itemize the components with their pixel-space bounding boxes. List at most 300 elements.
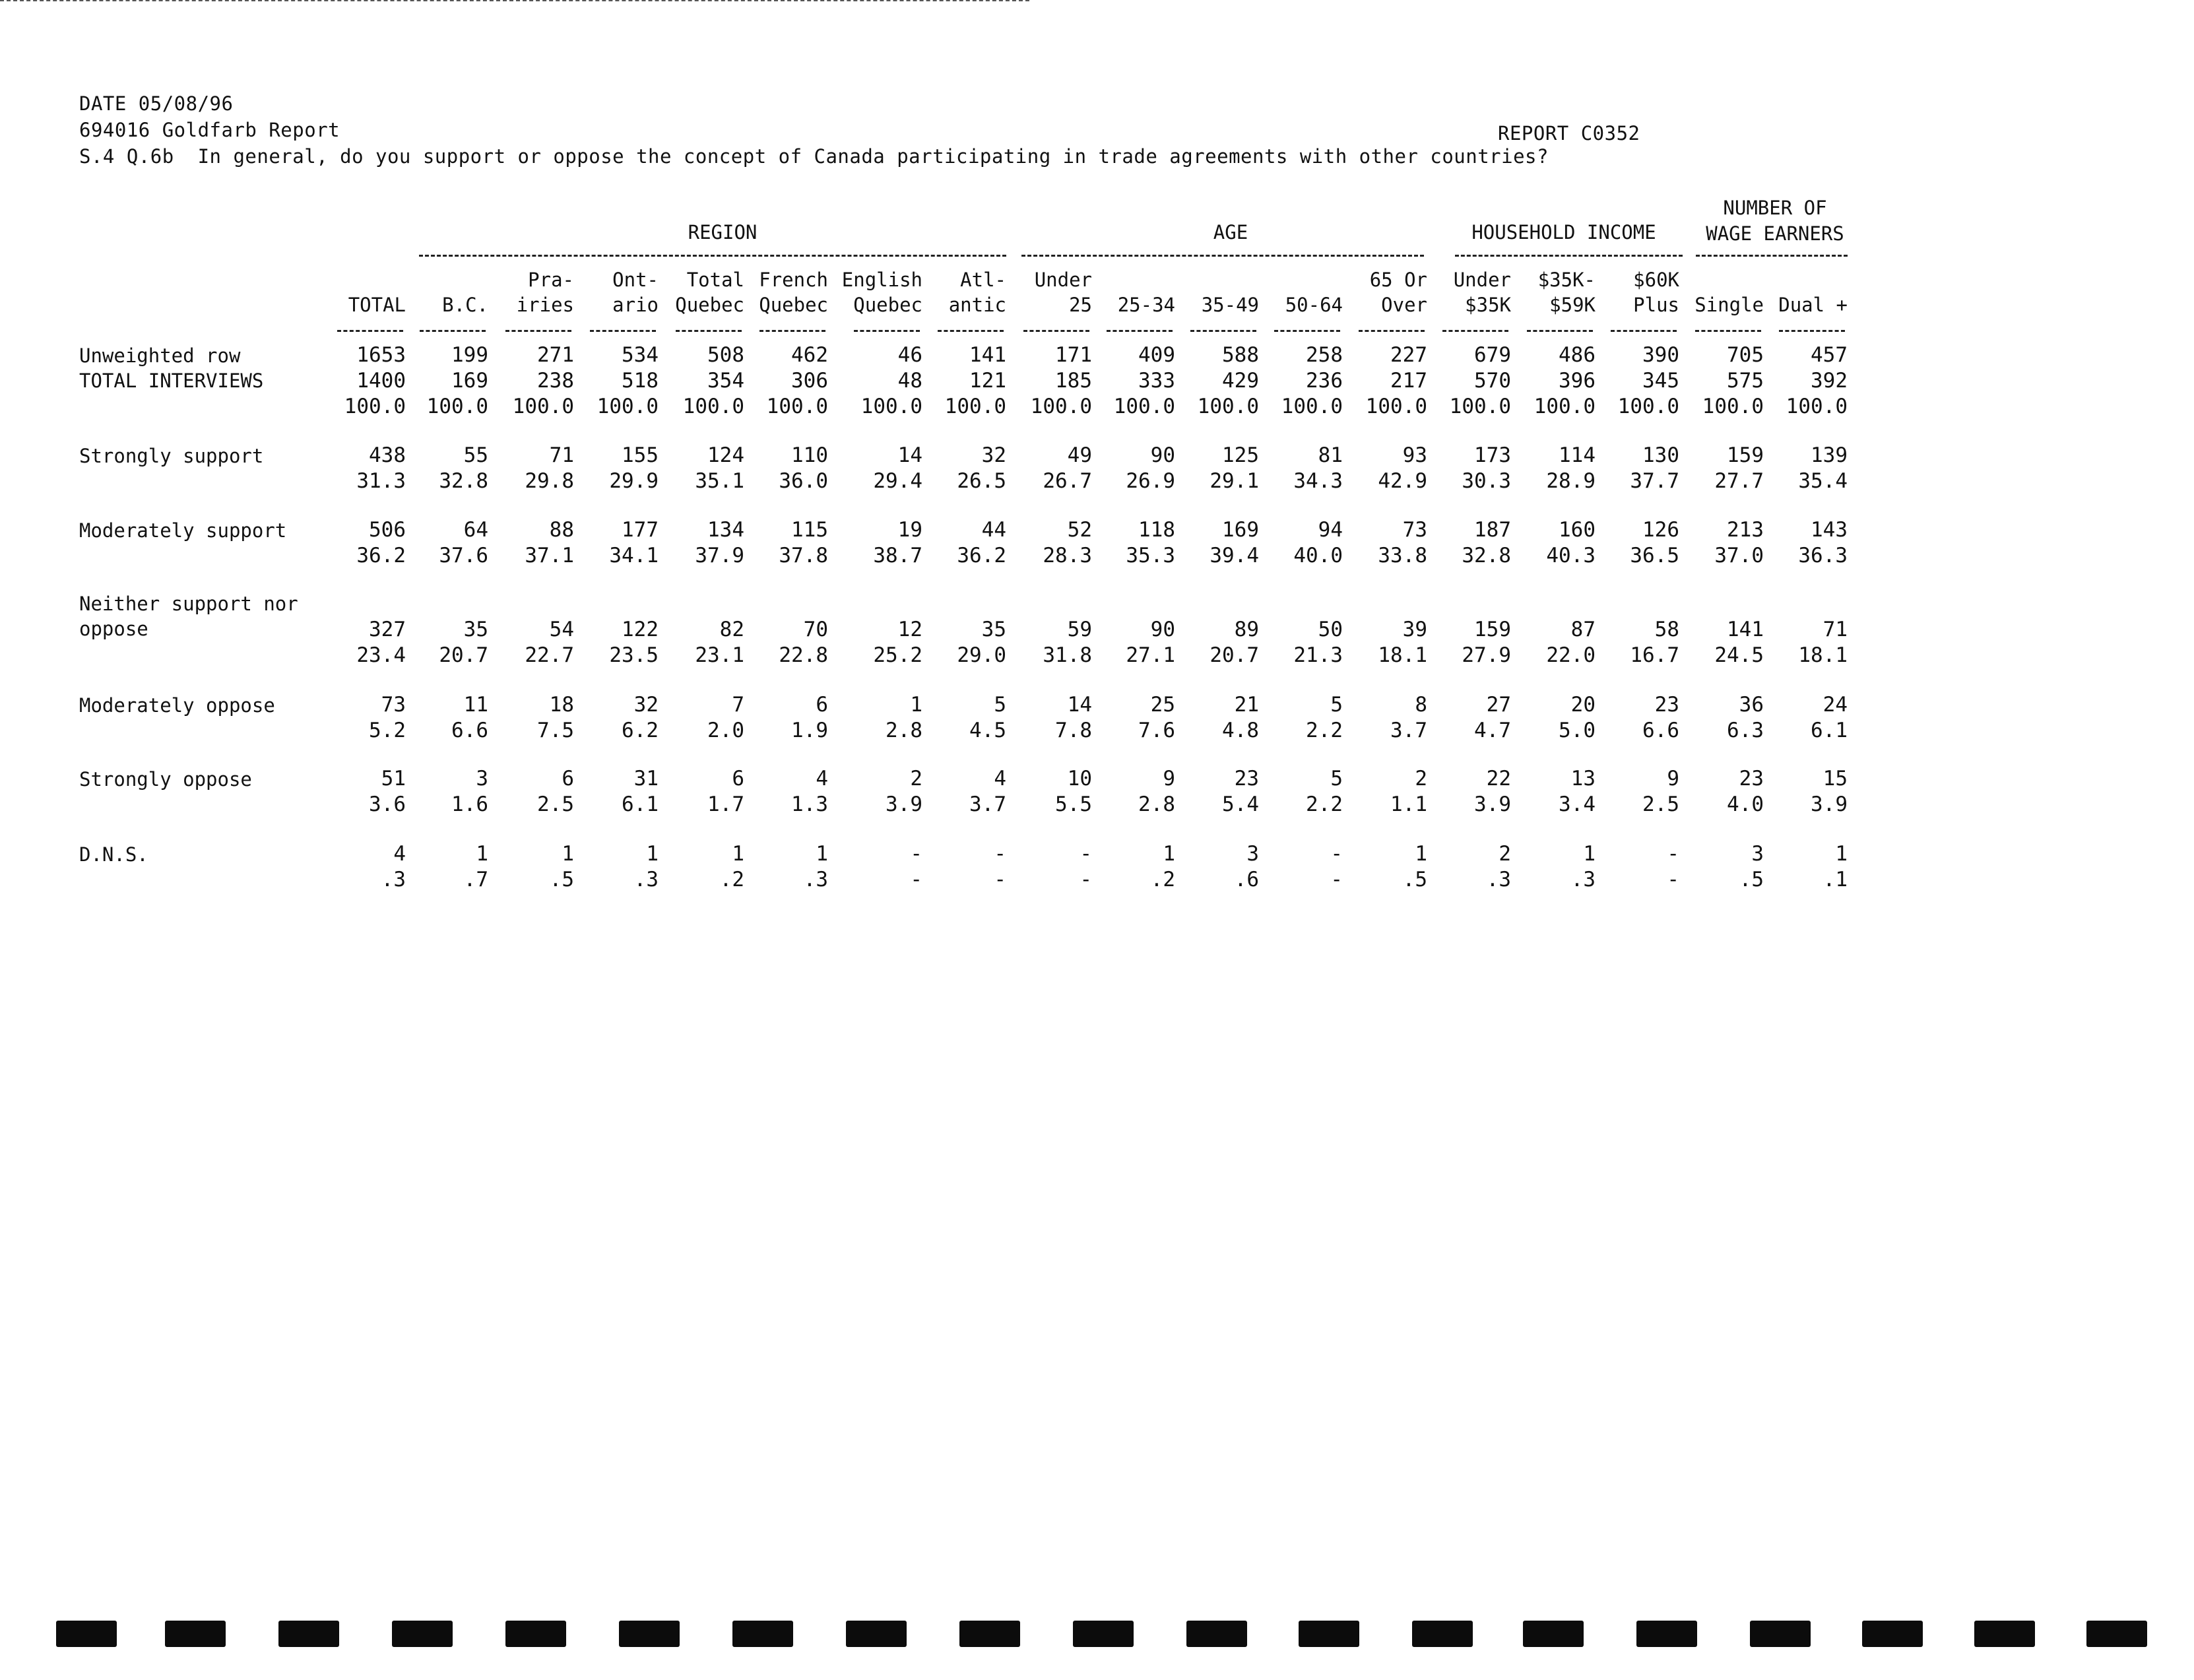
table-cell: - (1667, 868, 1679, 891)
group-wage-earners-line1: NUMBER OF (1723, 197, 1827, 219)
table-cell: 35 (981, 618, 1006, 641)
table-cell: 100.0 (344, 395, 406, 418)
table-cell: 327 (369, 618, 406, 641)
table-cell: 23 (1739, 767, 1764, 791)
table-cell: 16.7 (1630, 643, 1679, 667)
age-underline (1021, 255, 1424, 257)
table-cell: 81 (1318, 443, 1343, 467)
table-cell: 345 (1642, 369, 1679, 393)
table-cell: 48 (897, 369, 922, 393)
row-label: Strongly support (79, 445, 264, 467)
table-cell: 37.8 (779, 544, 828, 567)
table-cell: 4 (994, 767, 1006, 791)
table-cell: 26.9 (1126, 469, 1175, 493)
table-cell: 94 (1318, 518, 1343, 542)
table-cell: 9 (1163, 767, 1175, 791)
table-cell: 177 (622, 518, 659, 542)
table-cell: 5.5 (1055, 792, 1092, 816)
table-cell: 1.9 (791, 719, 828, 742)
table-cell: - (994, 868, 1006, 891)
column-underline (505, 330, 571, 332)
table-cell: 3.9 (1474, 792, 1511, 816)
table-cell: 51 (381, 767, 406, 791)
table-cell: 199 (451, 343, 488, 367)
table-cell: 40.0 (1293, 544, 1343, 567)
table-cell: 3.7 (969, 792, 1006, 816)
table-cell: 518 (622, 369, 659, 393)
table-cell: 18.1 (1378, 643, 1427, 667)
table-cell: 173 (1474, 443, 1511, 467)
table-cell: 187 (1474, 518, 1511, 542)
table-cell: 36.3 (1798, 544, 1848, 567)
table-cell: 486 (1559, 343, 1596, 367)
table-cell: - (1080, 868, 1092, 891)
column-underline (590, 330, 656, 332)
group-region: REGION (688, 221, 758, 243)
column-header: 50-64 (1285, 294, 1343, 316)
table-cell: 2.0 (707, 719, 744, 742)
table-cell: 52 (1067, 518, 1092, 542)
column-header: 25-34 (1117, 294, 1175, 316)
table-cell: 22.0 (1546, 643, 1596, 667)
table-cell: 271 (537, 343, 574, 367)
table-cell: 705 (1727, 343, 1764, 367)
column-header: French Quebec (759, 269, 828, 316)
column-header: Total Quebec (675, 269, 744, 316)
table-cell: 20.7 (439, 643, 488, 667)
table-cell: 100.0 (1617, 395, 1679, 418)
table-cell: 100.0 (1702, 395, 1764, 418)
table-cell: 392 (1811, 369, 1848, 393)
registration-mark (732, 1621, 793, 1647)
table-cell: - (1080, 842, 1092, 866)
table-cell: 2.2 (1306, 719, 1343, 742)
table-cell: 26.5 (957, 469, 1006, 493)
table-cell: 22.7 (525, 643, 574, 667)
table-cell: .3 (1570, 868, 1596, 891)
table-cell: 457 (1811, 343, 1848, 367)
table-cell: 160 (1559, 518, 1596, 542)
table-cell: 90 (1150, 443, 1175, 467)
table-cell: 36 (1739, 693, 1764, 717)
row-label: Strongly oppose (79, 768, 252, 791)
row-label: Moderately oppose (79, 694, 275, 717)
registration-mark (959, 1621, 1020, 1647)
column-header: Dual + (1778, 294, 1848, 316)
table-cell: 89 (1234, 618, 1259, 641)
table-cell: 2.5 (537, 792, 574, 816)
table-cell: .2 (1150, 868, 1175, 891)
table-cell: 3.7 (1390, 719, 1427, 742)
table-cell: 58 (1654, 618, 1679, 641)
registration-mark (1523, 1621, 1584, 1647)
table-cell: 36.2 (356, 544, 406, 567)
table-cell: 100.0 (512, 395, 574, 418)
table-cell: .2 (719, 868, 744, 891)
table-cell: 3.4 (1559, 792, 1596, 816)
registration-mark (1186, 1621, 1247, 1647)
table-cell: 35.1 (695, 469, 744, 493)
table-cell: 6 (732, 767, 744, 791)
table-cell: 31 (633, 767, 659, 791)
table-cell: 100.0 (1030, 395, 1092, 418)
table-cell: 409 (1138, 343, 1175, 367)
registration-mark (1636, 1621, 1697, 1647)
table-cell: 134 (707, 518, 744, 542)
table-cell: 24.5 (1714, 643, 1764, 667)
table-cell: 3 (1246, 842, 1259, 866)
table-cell: 100.0 (1197, 395, 1259, 418)
table-cell: 130 (1642, 443, 1679, 467)
scan-top-edge (0, 0, 1029, 1)
report-number: REPORT C0352 (1498, 122, 1640, 145)
column-header: Pra- iries (516, 269, 574, 316)
table-cell: .3 (381, 868, 406, 891)
table-cell: 588 (1222, 343, 1259, 367)
table-cell: 28.3 (1043, 544, 1092, 567)
column-underline (1107, 330, 1173, 332)
table-cell: 1400 (356, 369, 406, 393)
registration-mark (505, 1621, 566, 1647)
table-cell: 354 (707, 369, 744, 393)
table-cell: 429 (1222, 369, 1259, 393)
registration-mark (2086, 1621, 2147, 1647)
table-cell: 100.0 (1113, 395, 1175, 418)
column-header: 35-49 (1201, 294, 1259, 316)
registration-mark (1862, 1621, 1923, 1647)
table-cell: 6 (562, 767, 574, 791)
table-cell: 5 (1330, 767, 1343, 791)
table-cell: 1 (732, 842, 744, 866)
table-cell: 71 (1823, 618, 1848, 641)
table-cell: 21.3 (1293, 643, 1343, 667)
table-cell: 5.0 (1559, 719, 1596, 742)
registration-mark (165, 1621, 226, 1647)
table-cell: 36.0 (779, 469, 828, 493)
column-underline (420, 330, 486, 332)
table-cell: 23 (1234, 767, 1259, 791)
column-underline (1695, 330, 1761, 332)
job-title: 694016 Goldfarb Report (79, 119, 340, 141)
table-cell: 12 (897, 618, 922, 641)
table-cell: 14 (897, 443, 922, 467)
table-cell: 37.0 (1714, 544, 1764, 567)
row-label: Neither support nor oppose (79, 593, 298, 640)
table-cell: 20.7 (1210, 643, 1259, 667)
row-label: Moderately support (79, 519, 287, 542)
registration-mark (1412, 1621, 1473, 1647)
table-cell: 38.7 (873, 544, 922, 567)
table-cell: 9 (1667, 767, 1679, 791)
table-cell: 29.4 (873, 469, 922, 493)
table-cell: 139 (1811, 443, 1848, 467)
table-cell: 6 (816, 693, 828, 717)
column-underline (854, 330, 920, 332)
table-cell: 22.8 (779, 643, 828, 667)
registration-mark (278, 1621, 339, 1647)
registration-mark (1073, 1621, 1134, 1647)
table-cell: 46 (897, 343, 922, 367)
table-cell: .3 (1486, 868, 1511, 891)
table-cell: 90 (1150, 618, 1175, 641)
table-cell: 115 (791, 518, 828, 542)
table-cell: 32.8 (1462, 544, 1511, 567)
table-cell: 14 (1067, 693, 1092, 717)
question-text: S.4 Q.6b In general, do you support or oppose the concept of Canada participating in trade agreements with other countries? (79, 145, 1549, 168)
table-cell: 5.2 (369, 719, 406, 742)
table-cell: 22 (1486, 767, 1511, 791)
table-cell: 124 (707, 443, 744, 467)
table-cell: 34.3 (1293, 469, 1343, 493)
table-cell: 1 (646, 842, 659, 866)
table-cell: 18.1 (1798, 643, 1848, 667)
table-cell: 110 (791, 443, 828, 467)
row-label: D.N.S. (79, 843, 148, 866)
table-cell: 238 (537, 369, 574, 393)
registration-mark (619, 1621, 680, 1647)
table-cell: 185 (1055, 369, 1092, 393)
table-cell: 32.8 (439, 469, 488, 493)
table-cell: 6.6 (1642, 719, 1679, 742)
table-cell: .3 (803, 868, 828, 891)
table-cell: 6.1 (1811, 719, 1848, 742)
table-cell: 37.6 (439, 544, 488, 567)
table-cell: 1 (476, 842, 488, 866)
group-age: AGE (1213, 221, 1248, 243)
table-cell: 506 (369, 518, 406, 542)
table-cell: 570 (1474, 369, 1511, 393)
table-cell: 508 (707, 343, 744, 367)
table-cell: 1 (1583, 842, 1596, 866)
column-header: Under $35K (1453, 269, 1511, 316)
column-header: 65 Or Over (1369, 269, 1427, 316)
table-cell: 29.8 (525, 469, 574, 493)
table-cell: 100.0 (1281, 395, 1343, 418)
table-cell: 2.2 (1306, 792, 1343, 816)
table-cell: 575 (1727, 369, 1764, 393)
table-cell: 2 (1415, 767, 1427, 791)
table-cell: 36.5 (1630, 544, 1679, 567)
table-cell: 6.1 (622, 792, 659, 816)
column-underline (1527, 330, 1593, 332)
column-header: Ont- ario (612, 269, 659, 316)
table-cell: 213 (1727, 518, 1764, 542)
table-cell: 35 (463, 618, 488, 641)
table-cell: 3 (476, 767, 488, 791)
table-cell: 155 (622, 443, 659, 467)
table-cell: 4 (393, 842, 406, 866)
table-cell: 438 (369, 443, 406, 467)
table-cell: 7 (732, 693, 744, 717)
column-header: Single (1694, 294, 1764, 316)
column-underline (1023, 330, 1089, 332)
table-cell: 18 (549, 693, 574, 717)
table-cell: 126 (1642, 518, 1679, 542)
table-cell: 64 (463, 518, 488, 542)
table-cell: 32 (981, 443, 1006, 467)
table-cell: 679 (1474, 343, 1511, 367)
table-cell: 100.0 (766, 395, 828, 418)
table-cell: 23 (1654, 693, 1679, 717)
table-cell: 7.8 (1055, 719, 1092, 742)
table-cell: 19 (897, 518, 922, 542)
table-cell: 39.4 (1210, 544, 1259, 567)
table-cell: 100.0 (426, 395, 488, 418)
table-cell: 125 (1222, 443, 1259, 467)
table-cell: .3 (633, 868, 659, 891)
column-header: B.C. (442, 294, 488, 316)
column-underline (1190, 330, 1256, 332)
table-cell: 37.9 (695, 544, 744, 567)
table-cell: .7 (463, 868, 488, 891)
table-cell: 1 (910, 693, 922, 717)
table-cell: 6.6 (451, 719, 488, 742)
table-cell: - (994, 842, 1006, 866)
table-cell: 2 (910, 767, 922, 791)
table-cell: 73 (1402, 518, 1427, 542)
table-cell: 4 (816, 767, 828, 791)
table-cell: 50 (1318, 618, 1343, 641)
registration-mark (1750, 1621, 1811, 1647)
table-cell: 258 (1306, 343, 1343, 367)
table-cell: 44 (981, 518, 1006, 542)
table-cell: 462 (791, 343, 828, 367)
table-cell: 141 (1727, 618, 1764, 641)
table-cell: 73 (381, 693, 406, 717)
registration-mark (1299, 1621, 1359, 1647)
table-cell: 27 (1486, 693, 1511, 717)
table-cell: 93 (1402, 443, 1427, 467)
column-header: $35K- $59K (1537, 269, 1596, 316)
table-cell: 534 (622, 343, 659, 367)
column-underline (1442, 330, 1508, 332)
region-underline (419, 255, 1006, 257)
table-cell: 1.1 (1390, 792, 1427, 816)
table-cell: 1 (1835, 842, 1848, 866)
table-cell: 1653 (356, 343, 406, 367)
table-cell: 4.8 (1222, 719, 1259, 742)
table-cell: 13 (1570, 767, 1596, 791)
table-cell: 1.3 (791, 792, 828, 816)
table-cell: .5 (549, 868, 574, 891)
table-cell: 5 (994, 693, 1006, 717)
table-cell: 35.4 (1798, 469, 1848, 493)
table-cell: - (910, 868, 922, 891)
table-cell: 227 (1390, 343, 1427, 367)
table-cell: 32 (633, 693, 659, 717)
table-cell: 100.0 (682, 395, 744, 418)
column-header: Atl- antic (948, 269, 1006, 316)
table-cell: 37.7 (1630, 469, 1679, 493)
table-cell: 3.9 (1811, 792, 1848, 816)
table-cell: 159 (1727, 443, 1764, 467)
column-header: English Quebec (841, 269, 922, 316)
table-cell: .6 (1234, 868, 1259, 891)
table-cell: 141 (969, 343, 1006, 367)
table-cell: 39 (1402, 618, 1427, 641)
table-cell: 1 (1415, 842, 1427, 866)
table-cell: .5 (1402, 868, 1427, 891)
table-cell: 82 (719, 618, 744, 641)
table-cell: 33.8 (1378, 544, 1427, 567)
table-cell: 1 (562, 842, 574, 866)
table-cell: 29.9 (609, 469, 659, 493)
table-cell: .5 (1739, 868, 1764, 891)
table-cell: 11 (463, 693, 488, 717)
income-underline (1455, 255, 1683, 257)
table-cell: 100.0 (1533, 395, 1596, 418)
table-cell: 3.6 (369, 792, 406, 816)
column-underline (337, 330, 403, 332)
group-wage-earners-line2: WAGE EARNERS (1706, 222, 1844, 245)
table-cell: 6.3 (1727, 719, 1764, 742)
table-cell: 30.3 (1462, 469, 1511, 493)
column-header: $60K Plus (1633, 269, 1679, 316)
table-cell: 100.0 (860, 395, 922, 418)
table-cell: 169 (1222, 518, 1259, 542)
column-underline (759, 330, 825, 332)
table-cell: - (1667, 842, 1679, 866)
table-cell: - (1330, 868, 1343, 891)
table-cell: 40.3 (1546, 544, 1596, 567)
table-cell: 1.6 (451, 792, 488, 816)
table-cell: 396 (1559, 369, 1596, 393)
column-header: TOTAL (348, 294, 406, 316)
wage-underline (1696, 255, 1848, 257)
table-cell: 333 (1138, 369, 1175, 393)
table-cell: - (1330, 842, 1343, 866)
table-cell: 100.0 (1786, 395, 1848, 418)
table-cell: 2.8 (886, 719, 922, 742)
table-cell: 7.5 (537, 719, 574, 742)
table-cell: 10 (1067, 767, 1092, 791)
registration-mark (392, 1621, 453, 1647)
registration-mark (56, 1621, 117, 1647)
table-cell: 390 (1642, 343, 1679, 367)
table-cell: 4.0 (1727, 792, 1764, 816)
table-cell: 27.7 (1714, 469, 1764, 493)
table-cell: 171 (1055, 343, 1092, 367)
table-cell: 3 (1751, 842, 1764, 866)
table-cell: 34.1 (609, 544, 659, 567)
table-cell: 3.9 (886, 792, 922, 816)
table-cell: 25 (1150, 693, 1175, 717)
table-cell: - (910, 842, 922, 866)
table-cell: 31.3 (356, 469, 406, 493)
table-cell: 121 (969, 369, 1006, 393)
table-cell: 37.1 (525, 544, 574, 567)
table-cell: 71 (549, 443, 574, 467)
table-cell: 25.2 (873, 643, 922, 667)
table-cell: 28.9 (1546, 469, 1596, 493)
table-cell: 54 (549, 618, 574, 641)
table-cell: 6.2 (622, 719, 659, 742)
table-cell: 24 (1823, 693, 1848, 717)
table-cell: .1 (1823, 868, 1848, 891)
row-label: Unweighted row TOTAL INTERVIEWS (79, 344, 264, 392)
column-underline (1611, 330, 1677, 332)
column-underline (676, 330, 742, 332)
table-cell: 4.7 (1474, 719, 1511, 742)
table-cell: 118 (1138, 518, 1175, 542)
table-cell: 23.4 (356, 643, 406, 667)
table-cell: 23.1 (695, 643, 744, 667)
table-cell: 114 (1559, 443, 1596, 467)
table-cell: 27.1 (1126, 643, 1175, 667)
column-underline (938, 330, 1004, 332)
table-cell: 5.4 (1222, 792, 1259, 816)
table-cell: 4.5 (969, 719, 1006, 742)
